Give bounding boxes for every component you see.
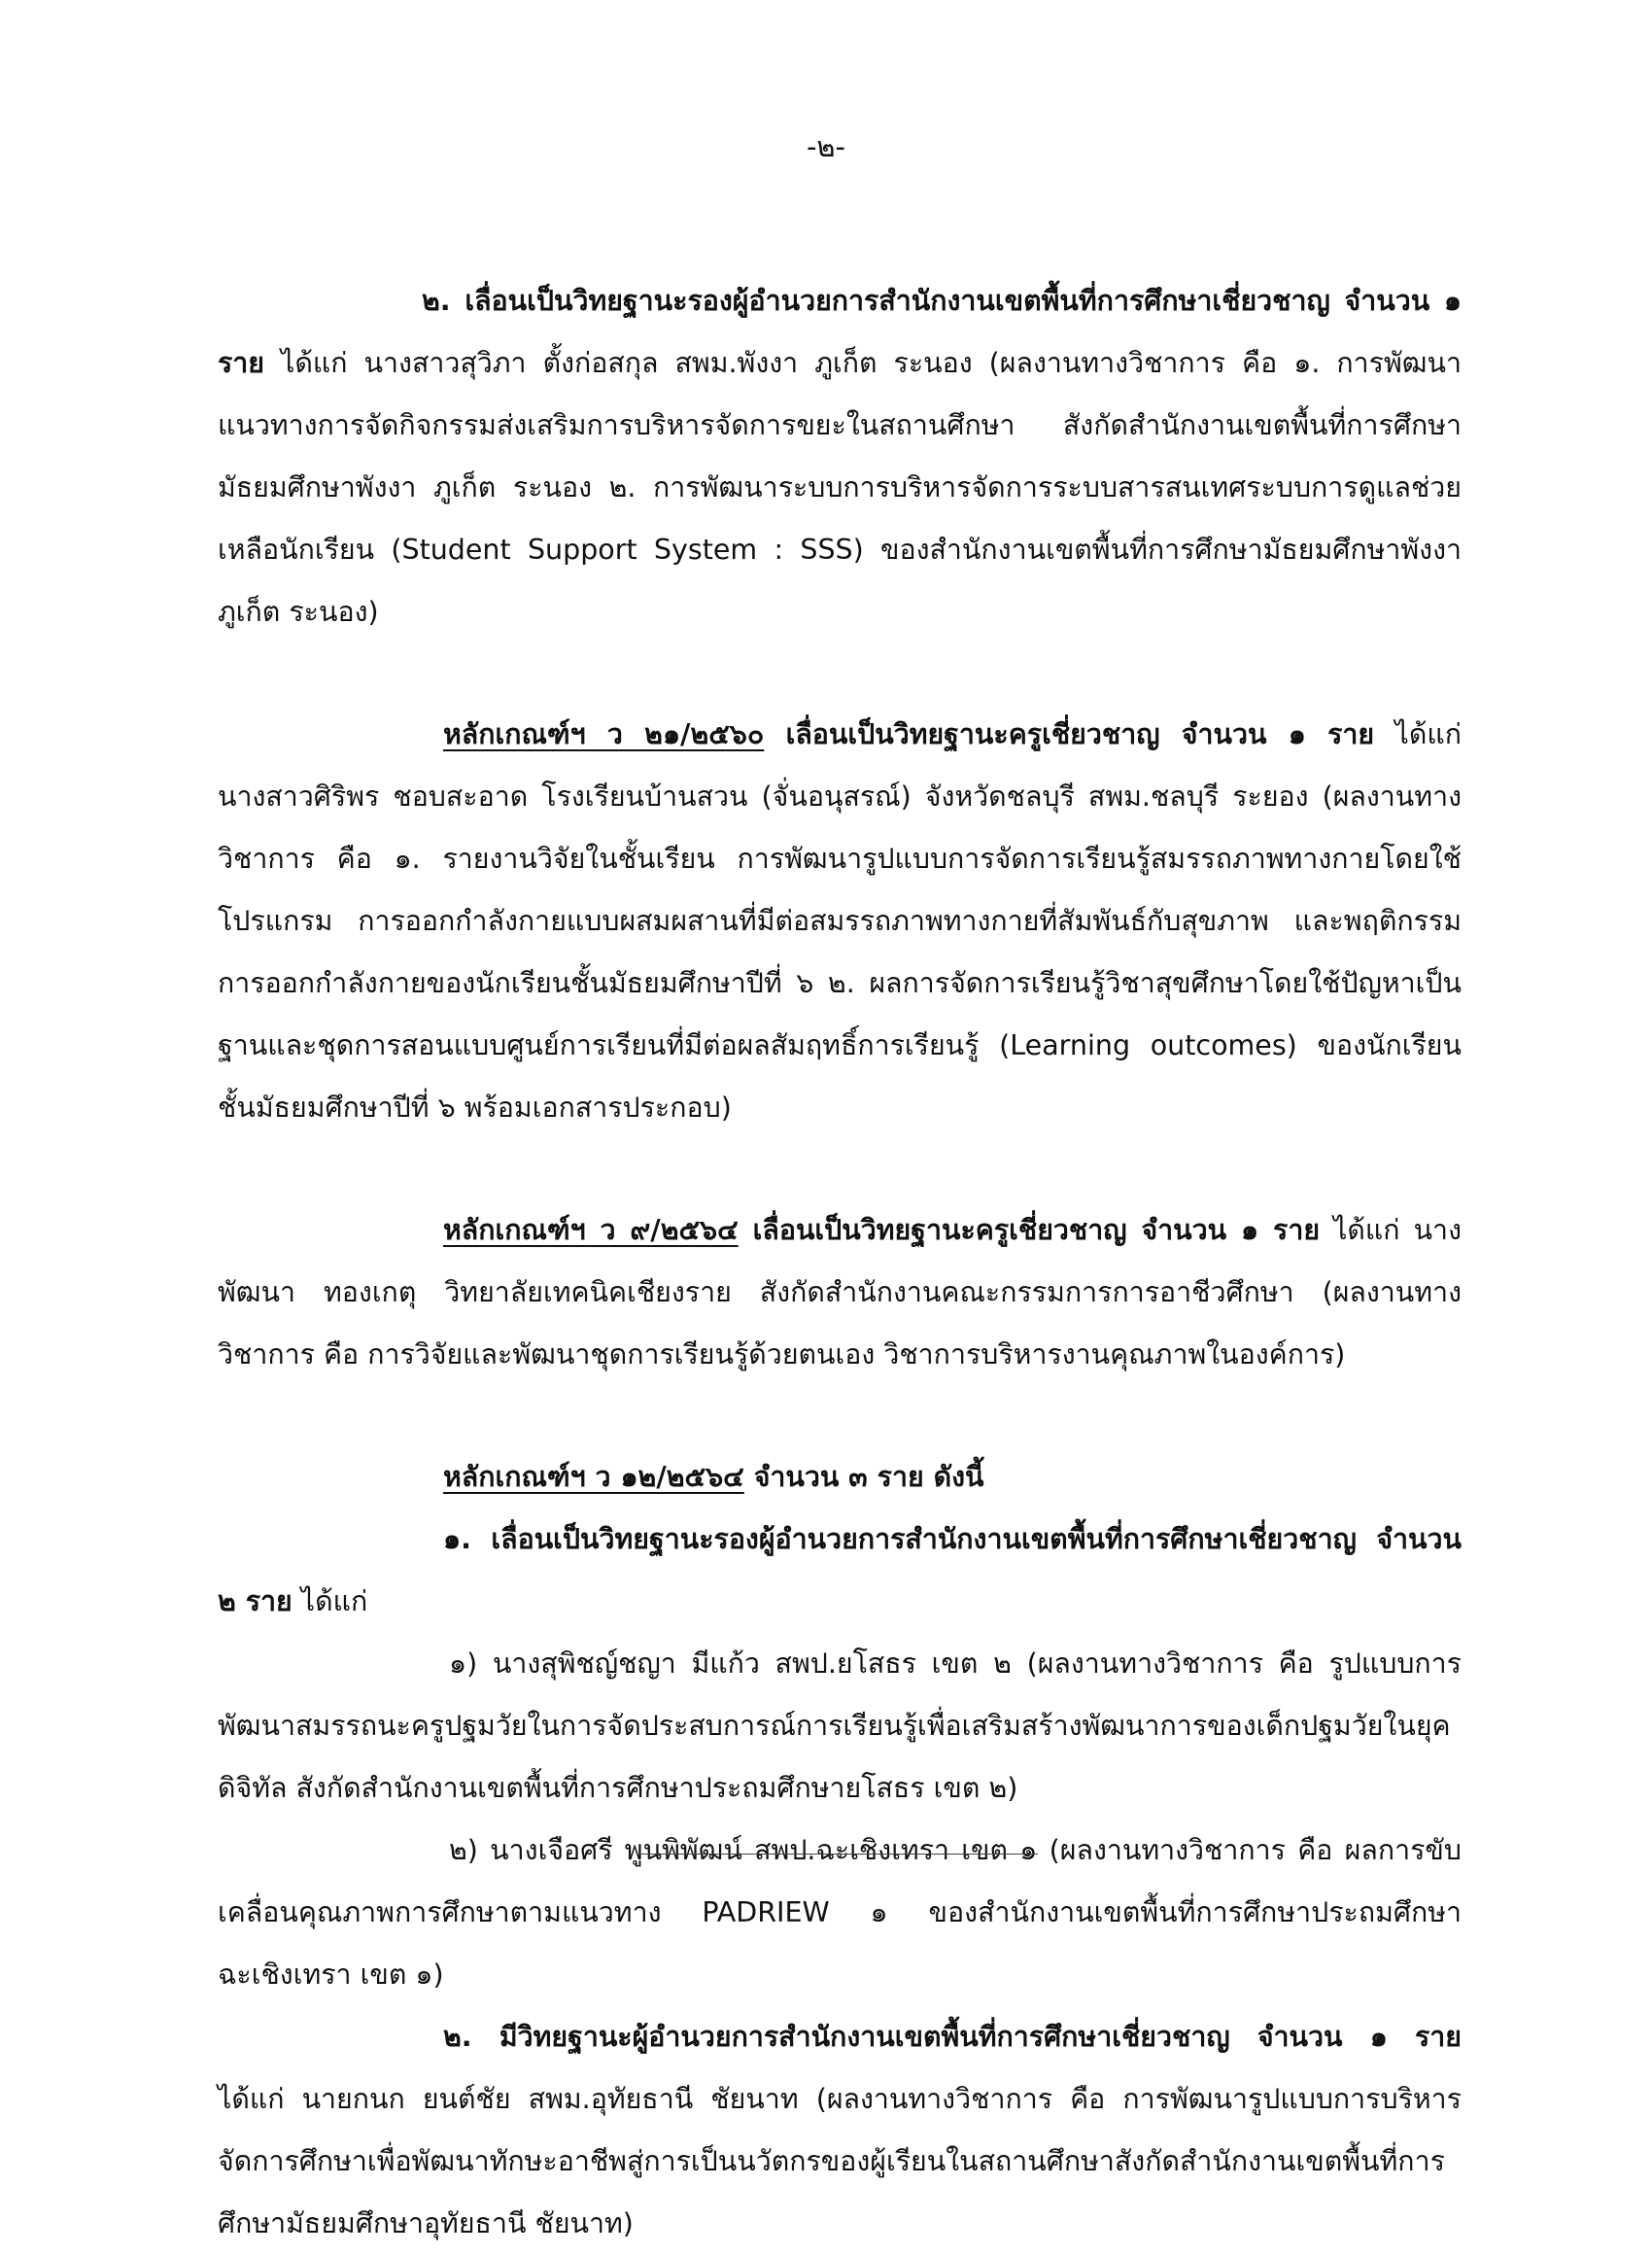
item-lead: ๒. มีวิทยฐานะผู้อำนวยการสำนักงานเขตพื้นที่การศึกษาเชี่ยวชาญ จำนวน ๑ ราย xyxy=(443,2021,1462,2053)
item-text: ได้แก่ นายกนก ยนต์ชัย สพม.อุทัยธานี ชัยนาท (ผลงานทางวิชาการ คือ การพัฒนารูปแบบการบริหารจัดการศึกษาเพื่อพัฒนาทักษะอาชีพสู่การเป็นนวัตกรของผู้เรียนในสถานศึกษาสังกัดสำนักงานเขตพื้นที่การศึกษามัธยมศึกษาอุทัยธานี ชัยนาท) xyxy=(218,2083,1462,2239)
paragraph-lead: ๒. เลื่อนเป็นวิทยฐานะรองผู้อำนวยการสำนักงานเขตพื้นที่การศึกษาเชี่ยวชาญ จำนวน ๑ ราย xyxy=(218,285,1462,379)
paragraph-text: ได้แก่ นางสาวสุวิภา ตั้งก่อสกุล สพม.พังงา ภูเก็ต ระนอง (ผลงานทางวิชาการ คือ ๑. การพัฒนาแนวทางการจัดกิจกรรมส่งเสริมการบริหารจัดการขยะในสถานศึกษา สังกัดสำนักงานเขตพื้นที่การศึกษามัธยมศึกษาพังงา ภูเก็ต ระนอง ๒. การพัฒนาระบบการบริหารจัดการระบบสารสนเทศระบบการดูแลช่วยเหลือนักเรียน (Student Support System : SSS) ของสำนักงานเขตพื้นที่การศึกษามัธยมศึกษาพังงา ภูเก็ต ระนอง) xyxy=(218,347,1462,628)
paragraph-text: ได้แก่ นางสาวศิริพร ชอบสะอาด โรงเรียนบ้านสวน (จั่นอนุสรณ์) จังหวัดชลบุรี สพม.ชลบุรี ระยอง (ผลงานทางวิชาการ คือ ๑. รายงานวิจัยในชั้นเรียน การพัฒนารูปแบบการจัดการเรียนรู้สมรรถภาพทางกายโดยใช้โปรแกรม การออกกำลังกายแบบผสมผสานที่มีต่อสมรรถภาพทางกายที่สัมพันธ์กับสุขภาพ และพฤติกรรมการออกกำลังกายของนักเรียนชั้นมัธยมศึกษาปีที่ ๖ ๒. ผลการจัดการเรียนรู้วิชาสุขศึกษาโดยใช้ปัญหาเป็นฐานและชุดการสอนแบบศูนย์การเรียนที่มีต่อผลสัมฤทธิ์การเรียนรู้ (Learning outcomes) ของนักเรียนชั้นมัธยมศึกษาปีที่ ๖ พร้อมเอกสารประกอบ) xyxy=(218,718,1462,1124)
sub-item-2: ๒) นางเจือศรี พูนพิพัฒน์ สพป.ฉะเชิงเทรา เขต ๑ (ผลงานทางวิชาการ คือ ผลการขับเคลื่อนคุณภาพการศึกษาตามแนวทาง PADRIEW ๑ ของสำนักงานเขตพื้นที่การศึกษาประถมศึกษาฉะเชิงเทรา เขต ๑) xyxy=(218,1834,1462,1991)
paragraph-criteria-12-2564 xyxy=(218,1446,1462,1509)
criteria-heading: หลักเกณฑ์ฯ ว ๑๒/๒๕๖๔ xyxy=(443,1461,744,1493)
paragraph-lead: เลื่อนเป็นวิทยฐานะครูเชี่ยวชาญ จำนวน ๑ ราย xyxy=(738,1214,1321,1246)
document-body xyxy=(218,270,1462,2255)
paragraph-text: ได้แก่ นางพัฒนา ทองเกตุ วิทยาลัยเทคนิคเชียงราย สังกัดสำนักงานคณะกรรมการการอาชีวศึกษา (ผลงานทางวิชาการ คือ การวิจัยและพัฒนาชุดการเรียนรู้ด้วยตนเอง วิชาการบริหารงานคุณภาพในองค์การ) xyxy=(218,1214,1462,1370)
item-lead: ๑. เลื่อนเป็นวิทยฐานะรองผู้อำนวยการสำนักงานเขตพื้นที่การศึกษาเชี่ยวชาญ จำนวน ๒ ราย xyxy=(218,1523,1462,1617)
page-number: -๒- xyxy=(806,130,846,163)
paragraph-lead: เลื่อนเป็นวิทยฐานะครูเชี่ยวชาญ จำนวน ๑ ราย xyxy=(764,718,1375,750)
item-tail: ได้แก่ xyxy=(292,1585,368,1617)
sub-item-1: ๑) นางสุพิชญ์ชญา มีแก้ว สพป.ยโสธร เขต ๒ (ผลงานทางวิชาการ คือ รูปแบบการพัฒนาสมรรถนะครูปฐมวัยในการจัดประสบการณ์การเรียนรู้เพื่อเสริมสร้างพัฒนาการของเด็กปฐมวัยในยุคดิจิทัล สังกัดสำนักงานเขตพื้นที่การศึกษาประถมศึกษายโสธร เขต ๒) xyxy=(218,1648,1462,1804)
end-divider xyxy=(641,1854,1038,1855)
paragraph-director-deputy-promotion xyxy=(218,270,1462,643)
paragraph-criteria-9-2564 xyxy=(218,1199,1462,1386)
paragraph-criteria-21-2560 xyxy=(218,704,1462,1139)
criteria-heading: หลักเกณฑ์ฯ ว ๙/๒๕๖๔ xyxy=(443,1214,739,1246)
item-deputy-director-heading xyxy=(218,1509,1462,1633)
paragraph-lead: จำนวน ๓ ราย ดังนี้ xyxy=(743,1461,984,1493)
criteria-heading: หลักเกณฑ์ฯ ว ๒๑/๒๕๖๐ xyxy=(443,718,765,750)
item-director-heading xyxy=(218,2006,1462,2255)
